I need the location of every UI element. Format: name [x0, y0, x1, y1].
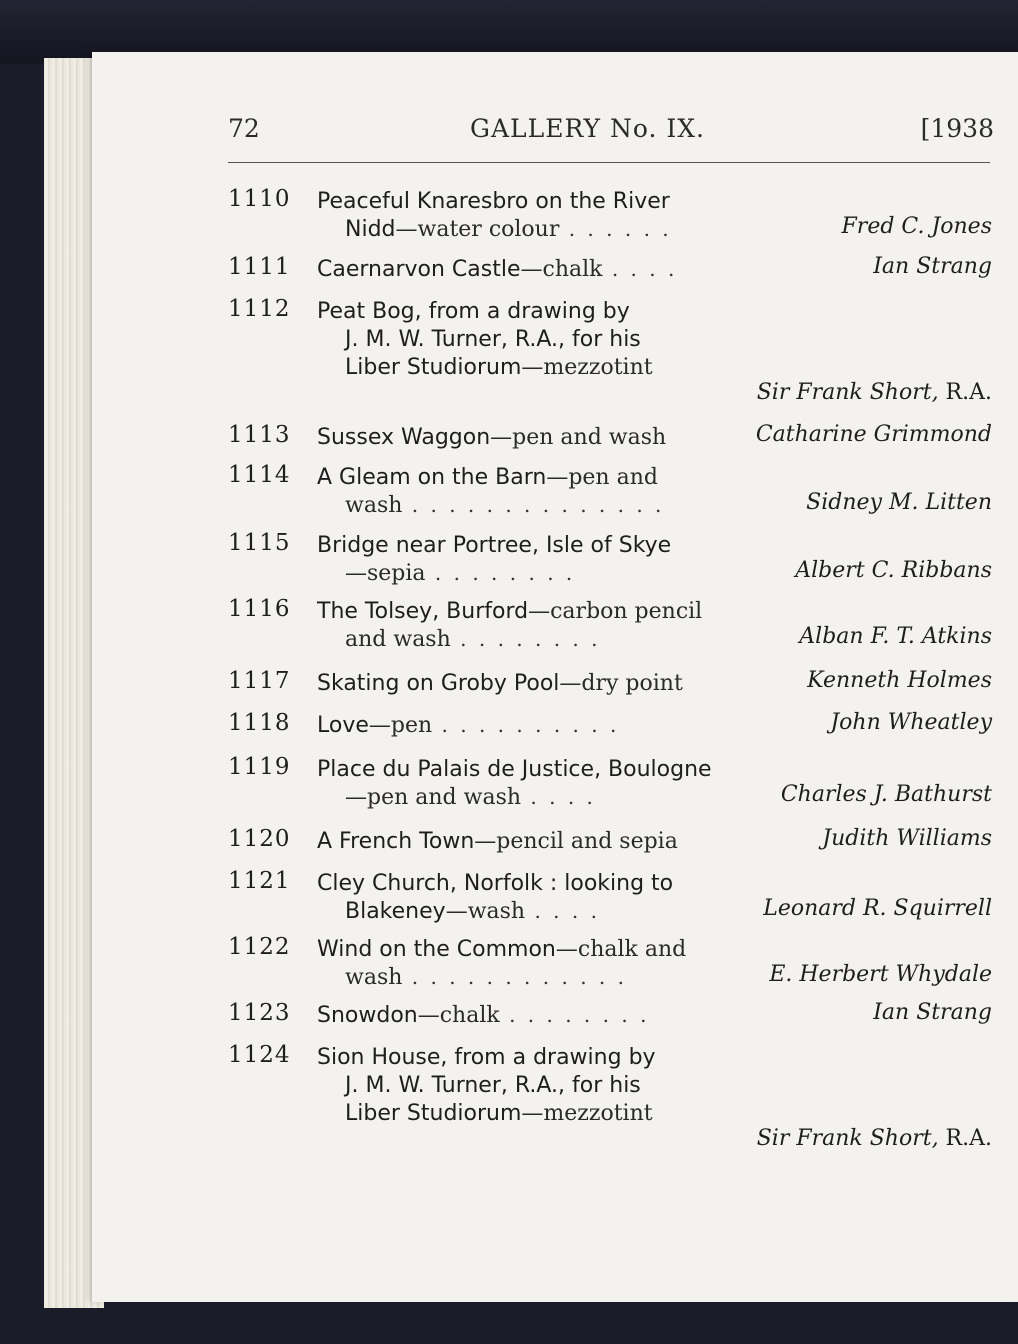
- entry-title: Place du Palais de Justice, Boulogne: [317, 757, 712, 782]
- entry-title-line: [317, 1042, 656, 1070]
- artist-name: Leonard R. Squirrell: [763, 896, 992, 921]
- leader-dots: . . . . . . . . . .: [432, 713, 620, 737]
- artist-name: Catharine Grimmond: [755, 422, 992, 447]
- artist-name: Sidney M. Litten: [806, 490, 992, 515]
- entry-title: Love: [317, 713, 369, 738]
- page-number: 72: [228, 114, 260, 143]
- running-header: [228, 114, 998, 148]
- entry-title: A Gleam on the Barn: [317, 465, 547, 490]
- artist-suffix: R.A.: [938, 380, 992, 405]
- leader-dots: . . . . . . . .: [499, 1003, 650, 1027]
- artist-name: John Wheatley: [830, 710, 992, 735]
- entry-title-line: [345, 624, 601, 652]
- entry-medium: —water colour: [395, 217, 560, 242]
- entry-medium: —carbon pencil: [528, 599, 703, 624]
- entry-number: 1117: [228, 668, 291, 694]
- entry-number: 1123: [228, 1000, 291, 1026]
- entry-title: A French Town: [317, 829, 475, 854]
- entry-title-line: [317, 668, 683, 696]
- entry-medium: —sepia: [345, 561, 426, 586]
- artist-name: Ian Strang: [873, 254, 992, 279]
- entry-title-line: [345, 962, 627, 990]
- page-title: GALLERY No. IX.: [470, 114, 705, 143]
- entry-medium: —chalk and: [555, 937, 687, 962]
- entry-title-line: [345, 782, 596, 810]
- artist-name: Albert C. Ribbans: [795, 558, 992, 583]
- entry-title-line: [345, 214, 672, 242]
- entry-title-line: [317, 422, 666, 450]
- artist-name: Kenneth Holmes: [807, 668, 992, 693]
- entry-title-line: [345, 1070, 641, 1098]
- artist-name: Judith Williams: [822, 826, 992, 851]
- entry-medium: —chalk: [520, 257, 603, 282]
- entry-medium: —pen and wash: [490, 425, 667, 450]
- leader-dots: . . . .: [525, 899, 600, 923]
- entry-title: Peat Bog, from a drawing by: [317, 299, 630, 324]
- artist-name: E. Herbert Whydale: [769, 962, 992, 987]
- header-rule: [228, 162, 990, 163]
- entry-medium: —pen: [368, 713, 433, 738]
- entry-title: Liber Studiorum: [345, 1101, 522, 1126]
- entry-title-line: [317, 754, 712, 782]
- entry-medium: —pen and wash: [345, 785, 522, 810]
- entry-medium: —pen and: [546, 465, 658, 490]
- entry-title-line: [317, 530, 671, 558]
- entry-number: 1110: [228, 186, 291, 212]
- entry-number: 1112: [228, 296, 291, 322]
- entry-number: 1118: [228, 710, 291, 736]
- leader-dots: . . . . . .: [559, 217, 672, 241]
- entry-medium: and wash: [345, 627, 451, 652]
- entry-medium: —mezzotint: [521, 355, 653, 380]
- entry-number: 1111: [228, 254, 291, 280]
- entry-number: 1120: [228, 826, 291, 852]
- artist-name: Fred C. Jones: [841, 214, 992, 239]
- entry-title-line: [345, 490, 664, 518]
- entry-title: Liber Studiorum: [345, 355, 522, 380]
- entry-title-line: [317, 1000, 649, 1028]
- artist-name: Charles J. Bathurst: [780, 782, 992, 807]
- entry-title-line: [317, 462, 658, 490]
- artist-name: Sir Frank Short, R.A.: [756, 380, 992, 405]
- entry-medium: —dry point: [559, 671, 683, 696]
- leader-dots: . . . . . . . .: [450, 627, 601, 651]
- artist-name: Sir Frank Short, R.A.: [756, 1126, 992, 1151]
- entry-title-line: [317, 868, 673, 896]
- entry-number: 1119: [228, 754, 291, 780]
- entry-title: Caernarvon Castle: [317, 257, 521, 282]
- entry-medium: wash: [345, 493, 403, 518]
- artist-name: Alban F. T. Atkins: [799, 624, 992, 649]
- leader-dots: . . . .: [521, 785, 596, 809]
- entry-title: J. M. W. Turner, R.A., for his: [345, 1073, 641, 1098]
- catalogue-entry: [228, 1042, 998, 1154]
- entry-title-line: [345, 352, 653, 380]
- entry-title: Skating on Groby Pool: [317, 671, 560, 696]
- entry-number: 1113: [228, 422, 291, 448]
- entry-medium: —wash: [445, 899, 526, 924]
- entry-title-line: [317, 254, 677, 282]
- leader-dots: . . . . . . . . . . . .: [402, 965, 627, 989]
- entry-medium: —pencil and sepia: [474, 829, 678, 854]
- entry-number: 1121: [228, 868, 291, 894]
- catalogue-entry: [228, 296, 998, 408]
- entry-number: 1114: [228, 462, 291, 488]
- entry-title-line: [345, 896, 600, 924]
- entry-number: 1116: [228, 596, 291, 622]
- entry-title-line: [317, 710, 619, 738]
- entry-title: Nidd: [345, 217, 396, 242]
- entry-title: Peaceful Knaresbro on the River: [317, 189, 670, 214]
- entry-title: Wind on the Common: [317, 937, 556, 962]
- entry-title: Cley Church, Norfolk : looking to: [317, 871, 674, 896]
- entry-title: The Tolsey, Burford: [317, 599, 529, 624]
- entry-number: 1124: [228, 1042, 291, 1068]
- entry-title: Sion House, from a drawing by: [317, 1045, 656, 1070]
- entry-title-line: [317, 826, 678, 854]
- entry-title: Snowdon: [317, 1003, 418, 1028]
- header-year: [1938: [920, 114, 994, 143]
- entry-medium: —chalk: [417, 1003, 500, 1028]
- leader-dots: . . . . . . . .: [425, 561, 576, 585]
- leader-dots: . . . . . . . . . . . . . .: [402, 493, 665, 517]
- entry-medium: —mezzotint: [521, 1101, 653, 1126]
- artist-name: Ian Strang: [873, 1000, 992, 1025]
- leader-dots: . . . .: [602, 257, 678, 281]
- entry-title-line: [345, 558, 575, 586]
- entry-title-line: [317, 934, 686, 962]
- entry-title: Bridge near Portree, Isle of Skye: [317, 533, 672, 558]
- entry-number: 1115: [228, 530, 291, 556]
- entry-title: Sussex Waggon: [317, 425, 491, 450]
- entry-title: J. M. W. Turner, R.A., for his: [345, 327, 641, 352]
- entry-title-line: [317, 296, 630, 324]
- artist-suffix: R.A.: [938, 1126, 992, 1151]
- entry-title-line: [317, 186, 670, 214]
- entry-title-line: [345, 1098, 653, 1126]
- entry-title-line: [345, 324, 641, 352]
- entry-medium: wash: [345, 965, 403, 990]
- entry-title: Blakeney: [345, 899, 446, 924]
- entry-title-line: [317, 596, 702, 624]
- entry-number: 1122: [228, 934, 291, 960]
